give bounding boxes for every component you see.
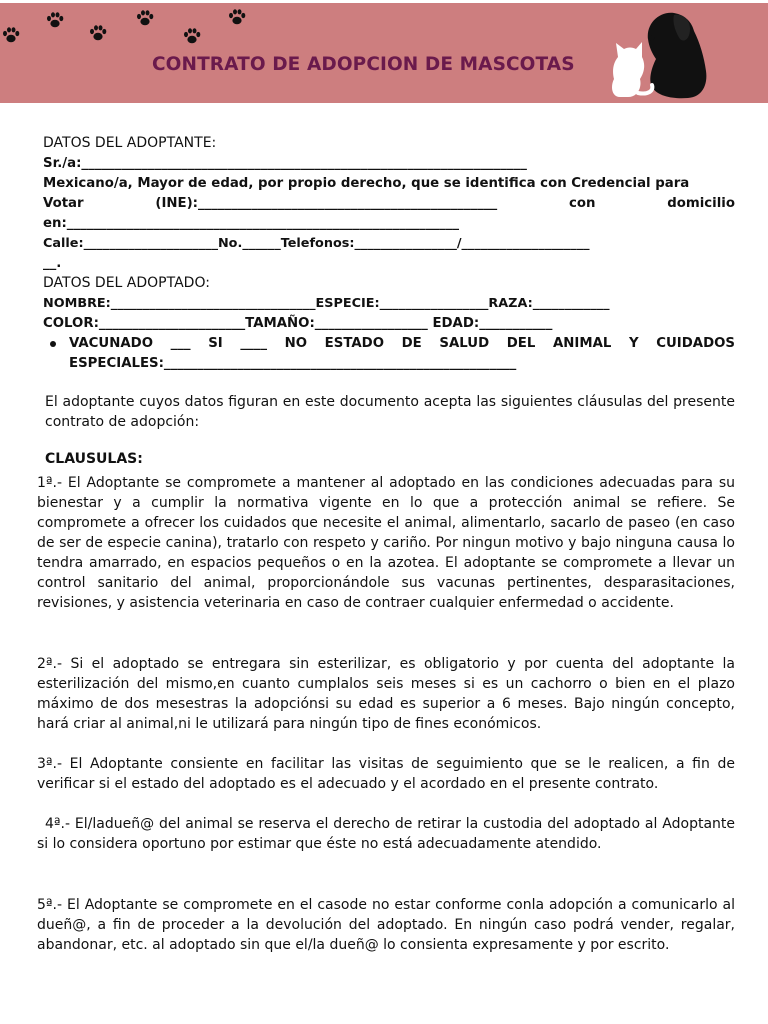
bullet-icon — [50, 341, 56, 347]
clause-2: 2ª.- Si el adoptado se entregara sin esterilizar, es obligatorio y por cuenta del adoptante la esterilización del mismo,en cuanto cumplalos seis meses si es un cachorro o bien en el plazo máximo de dos mesestras la adopciónsi su edad es superior a 6 meses. Bajo ningún concepto, hará criar al animal,ni le utilizará para ningún tipo de fines económicos. — [37, 656, 735, 732]
adoptee-color-line: COLOR:______________________TAMAÑO:_________________ EDAD:___________ — [43, 316, 553, 331]
paw-icon — [1, 25, 21, 45]
paw-icon — [88, 23, 108, 43]
adoptee-vaccine-line: VACUNADO ___ SI ____ NO ESTADO DE SALUD DEL ANIMAL Y CUIDADOS — [69, 336, 735, 351]
paw-icon — [45, 10, 65, 30]
paw-icon — [182, 26, 202, 46]
paw-icon — [135, 8, 155, 28]
clause-1: 1ª.- El Adoptante se compromete a mantener al adoptado en las condiciones adecuadas para su bienestar y a cumplir la normativa vigente en lo que a protección animal se refiere. Se compromete a ofrecer los cuidados que necesite el animal, alimentarlo, sacarlo de paseo (en caso de ser de especie canina), tratarlo con respeto y cariño. Por ningun motivo y bajo ninguna causa lo tendra amarrado, en espacios pequeños o en la azotea. El adoptante se compromete a llevar un control sanitario del animal, proporcionándole sus vacunas pertinentes, desparasitaciones, revisiones, y asistencia veterinaria en caso de contraer cualquier enfermedad o accidente. — [37, 475, 735, 611]
page-title: CONTRATO DE ADOPCION DE MASCOTAS — [152, 54, 575, 75]
adopter-ine-line: Votar (INE):_____________________________________________ con domicilio — [43, 196, 735, 211]
adopter-identity-line: Mexicano/a, Mayor de edad, por propio derecho, que se identifica con Credencial para — [43, 176, 690, 191]
adopter-street-line: Calle:_____________________No.______Telefonos:________________/____________________ — [43, 236, 590, 251]
adopter-address-line: en:___________________________________________________________ — [43, 216, 460, 231]
adoptee-name-line: NOMBRE:________________________________ESPECIE:_________________RAZA:____________ — [43, 296, 610, 311]
clause-3: 3ª.- El Adoptante consiente en facilitar las visitas de seguimiento que se le realicen, a fin de verificar si el estado del adoptado es el adecuado y el acordado en el presente contrato. — [37, 756, 735, 792]
header-banner — [0, 3, 768, 103]
adoptee-heading: DATOS DEL ADOPTADO: — [43, 275, 210, 291]
clauses-heading: CLAUSULAS: — [45, 451, 143, 467]
intro-paragraph: El adoptante cuyos datos figuran en este documento acepta las siguientes cláusulas del presente contrato de adopción: — [45, 394, 735, 430]
clause-4: 4ª.- El/ladueñ@ del animal se reserva el derecho de retirar la custodia del adoptado al Adoptante si lo considera oportuno por estimar que éste no está adecuadamente atendido. — [37, 816, 735, 852]
adopter-street-line-end: __. — [43, 256, 62, 271]
clause-5: 5ª.- El Adoptante se compromete en el casode no estar conforme conla adopción a comunicarlo al dueñ@, a fin de proceder a la devolución del adoptado. En ningún caso podrá vender, regalar, abandonar, etc. al adoptado sin que el/la dueñ@ lo consienta expresamente y por escrito. — [37, 897, 735, 953]
adopter-name-line: Sr./a:___________________________________________________________________ — [43, 156, 527, 171]
cat-and-dog-icon — [608, 9, 712, 101]
adopter-heading: DATOS DEL ADOPTANTE: — [43, 135, 217, 151]
paw-icon — [227, 7, 247, 27]
adoptee-special-care-line: ESPECIALES:_____________________________________________________ — [69, 356, 517, 371]
